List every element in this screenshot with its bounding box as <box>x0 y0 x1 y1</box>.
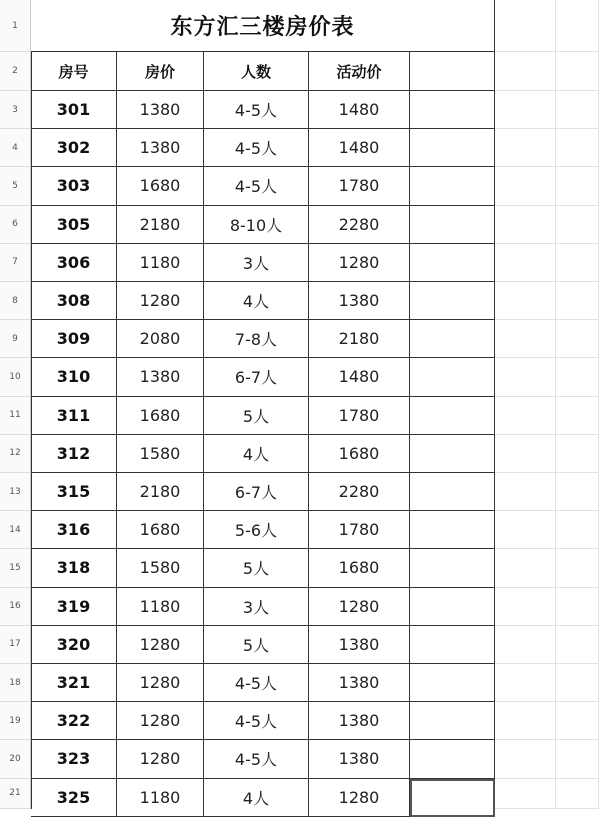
row-header[interactable]: 12 <box>0 435 31 473</box>
empty-cell[interactable] <box>556 435 599 473</box>
occupancy-cell[interactable]: 5-6人 <box>204 511 309 549</box>
price-cell[interactable]: 2080 <box>117 320 204 358</box>
room-number-cell[interactable]: 318 <box>31 549 117 587</box>
empty-cell[interactable] <box>556 702 599 740</box>
price-cell[interactable]: 1580 <box>117 435 204 473</box>
promo-price-cell[interactable]: 1280 <box>309 779 410 817</box>
empty-cell[interactable] <box>410 473 495 511</box>
row-header[interactable]: 6 <box>0 206 31 244</box>
price-cell[interactable]: 1680 <box>117 167 204 205</box>
empty-cell[interactable] <box>495 206 556 244</box>
row-header[interactable]: 9 <box>0 320 31 358</box>
price-cell[interactable]: 1380 <box>117 91 204 129</box>
empty-cell[interactable] <box>556 549 599 587</box>
empty-cell[interactable] <box>556 473 599 511</box>
price-cell[interactable]: 1180 <box>117 588 204 626</box>
row-header[interactable]: 16 <box>0 588 31 626</box>
occupancy-cell[interactable]: 4-5人 <box>204 167 309 205</box>
price-cell[interactable]: 1280 <box>117 282 204 320</box>
promo-price-cell[interactable]: 1680 <box>309 435 410 473</box>
empty-cell[interactable] <box>556 244 599 282</box>
price-cell[interactable]: 1280 <box>117 626 204 664</box>
empty-cell[interactable] <box>556 664 599 702</box>
promo-price-cell[interactable]: 2280 <box>309 473 410 511</box>
promo-price-cell[interactable]: 1780 <box>309 397 410 435</box>
occupancy-cell[interactable]: 4人 <box>204 282 309 320</box>
row-header[interactable]: 18 <box>0 664 31 702</box>
empty-cell[interactable] <box>410 740 495 778</box>
promo-price-cell[interactable]: 1280 <box>309 588 410 626</box>
occupancy-cell[interactable]: 7-8人 <box>204 320 309 358</box>
empty-cell[interactable] <box>556 206 599 244</box>
promo-price-cell[interactable]: 1380 <box>309 702 410 740</box>
row-header[interactable]: 21 <box>0 779 31 809</box>
promo-price-cell[interactable]: 1380 <box>309 664 410 702</box>
empty-cell[interactable] <box>495 52 556 91</box>
empty-cell[interactable] <box>495 0 556 52</box>
empty-cell[interactable] <box>410 358 495 396</box>
row-header[interactable]: 10 <box>0 358 31 396</box>
empty-cell[interactable] <box>556 0 599 52</box>
occupancy-cell[interactable]: 5人 <box>204 549 309 587</box>
empty-cell[interactable] <box>410 511 495 549</box>
occupancy-cell[interactable]: 4-5人 <box>204 740 309 778</box>
promo-price-cell[interactable]: 1480 <box>309 358 410 396</box>
empty-cell[interactable] <box>556 129 599 167</box>
occupancy-cell[interactable]: 4人 <box>204 435 309 473</box>
row-header[interactable]: 1 <box>0 0 31 52</box>
empty-cell[interactable] <box>410 626 495 664</box>
row-header[interactable]: 5 <box>0 167 31 205</box>
empty-cell[interactable] <box>410 244 495 282</box>
room-number-cell[interactable]: 310 <box>31 358 117 396</box>
promo-price-cell[interactable]: 1680 <box>309 549 410 587</box>
empty-cell[interactable] <box>410 282 495 320</box>
price-cell[interactable]: 1680 <box>117 511 204 549</box>
occupancy-cell[interactable]: 4-5人 <box>204 91 309 129</box>
empty-cell[interactable] <box>556 91 599 129</box>
room-number-cell[interactable]: 325 <box>31 779 117 817</box>
empty-cell[interactable] <box>495 167 556 205</box>
occupancy-cell[interactable]: 8-10人 <box>204 206 309 244</box>
empty-cell[interactable] <box>410 588 495 626</box>
room-number-cell[interactable]: 306 <box>31 244 117 282</box>
room-number-cell[interactable]: 305 <box>31 206 117 244</box>
room-number-cell[interactable]: 311 <box>31 397 117 435</box>
selected-cell[interactable] <box>410 779 495 817</box>
empty-cell[interactable] <box>556 52 599 91</box>
price-cell[interactable]: 2180 <box>117 473 204 511</box>
row-header[interactable]: 11 <box>0 397 31 435</box>
occupancy-cell[interactable]: 3人 <box>204 588 309 626</box>
promo-price-cell[interactable]: 1480 <box>309 91 410 129</box>
empty-cell[interactable] <box>410 397 495 435</box>
promo-price-cell[interactable]: 1380 <box>309 282 410 320</box>
empty-cell[interactable] <box>495 282 556 320</box>
price-cell[interactable]: 1180 <box>117 244 204 282</box>
room-number-cell[interactable]: 303 <box>31 167 117 205</box>
price-cell[interactable]: 1280 <box>117 702 204 740</box>
occupancy-cell[interactable]: 5人 <box>204 397 309 435</box>
row-header[interactable]: 14 <box>0 511 31 549</box>
row-header[interactable]: 4 <box>0 129 31 167</box>
empty-cell[interactable] <box>410 549 495 587</box>
empty-cell[interactable] <box>410 52 495 91</box>
row-header[interactable]: 15 <box>0 549 31 587</box>
empty-cell[interactable] <box>556 320 599 358</box>
sheet-title[interactable]: 东方汇三楼房价表 <box>31 0 495 52</box>
empty-cell[interactable] <box>556 626 599 664</box>
empty-cell[interactable] <box>495 129 556 167</box>
empty-cell[interactable] <box>556 397 599 435</box>
empty-cell[interactable] <box>556 740 599 778</box>
empty-cell[interactable] <box>410 664 495 702</box>
price-cell[interactable]: 1280 <box>117 740 204 778</box>
empty-cell[interactable] <box>495 397 556 435</box>
price-cell[interactable]: 2180 <box>117 206 204 244</box>
empty-cell[interactable] <box>495 435 556 473</box>
price-cell[interactable]: 1680 <box>117 397 204 435</box>
room-number-cell[interactable]: 323 <box>31 740 117 778</box>
empty-cell[interactable] <box>556 167 599 205</box>
room-number-cell[interactable]: 322 <box>31 702 117 740</box>
room-number-cell[interactable]: 302 <box>31 129 117 167</box>
table-left-border <box>31 52 32 809</box>
room-number-cell[interactable]: 319 <box>31 588 117 626</box>
room-number-cell[interactable]: 312 <box>31 435 117 473</box>
row-header[interactable]: 20 <box>0 740 31 778</box>
empty-cell[interactable] <box>495 358 556 396</box>
empty-cell[interactable] <box>556 588 599 626</box>
row-header[interactable]: 2 <box>0 52 31 91</box>
empty-cell[interactable] <box>410 435 495 473</box>
price-cell[interactable]: 1280 <box>117 664 204 702</box>
empty-cell[interactable] <box>495 626 556 664</box>
room-number-cell[interactable]: 309 <box>31 320 117 358</box>
empty-cell[interactable] <box>495 473 556 511</box>
occupancy-cell[interactable]: 5人 <box>204 626 309 664</box>
occupancy-cell[interactable]: 6-7人 <box>204 358 309 396</box>
row-header[interactable]: 13 <box>0 473 31 511</box>
row-header[interactable]: 19 <box>0 702 31 740</box>
column-header[interactable]: 房号 <box>31 52 117 91</box>
empty-cell[interactable] <box>495 244 556 282</box>
promo-price-cell[interactable]: 1780 <box>309 511 410 549</box>
empty-cell[interactable] <box>495 588 556 626</box>
empty-cell[interactable] <box>556 358 599 396</box>
row-header[interactable]: 8 <box>0 282 31 320</box>
price-cell[interactable]: 1180 <box>117 779 204 817</box>
empty-cell[interactable] <box>556 779 599 809</box>
promo-price-cell[interactable]: 2280 <box>309 206 410 244</box>
empty-cell[interactable] <box>495 91 556 129</box>
room-number-cell[interactable]: 316 <box>31 511 117 549</box>
row-header[interactable]: 3 <box>0 91 31 129</box>
promo-price-cell[interactable]: 1280 <box>309 244 410 282</box>
empty-cell[interactable] <box>495 664 556 702</box>
empty-cell[interactable] <box>495 740 556 778</box>
column-header[interactable]: 人数 <box>204 52 309 91</box>
room-number-cell[interactable]: 315 <box>31 473 117 511</box>
empty-cell[interactable] <box>410 320 495 358</box>
column-header[interactable]: 活动价 <box>309 52 410 91</box>
empty-cell[interactable] <box>495 511 556 549</box>
empty-cell[interactable] <box>410 91 495 129</box>
empty-cell[interactable] <box>410 129 495 167</box>
empty-cell[interactable] <box>410 206 495 244</box>
price-cell[interactable]: 1380 <box>117 129 204 167</box>
column-header[interactable]: 房价 <box>117 52 204 91</box>
promo-price-cell[interactable]: 1380 <box>309 626 410 664</box>
occupancy-cell[interactable]: 4-5人 <box>204 664 309 702</box>
room-number-cell[interactable]: 321 <box>31 664 117 702</box>
promo-price-cell[interactable]: 1380 <box>309 740 410 778</box>
room-number-cell[interactable]: 320 <box>31 626 117 664</box>
empty-cell[interactable] <box>410 167 495 205</box>
promo-price-cell[interactable]: 2180 <box>309 320 410 358</box>
occupancy-cell[interactable]: 6-7人 <box>204 473 309 511</box>
occupancy-cell[interactable]: 4-5人 <box>204 702 309 740</box>
price-cell[interactable]: 1380 <box>117 358 204 396</box>
occupancy-cell[interactable]: 3人 <box>204 244 309 282</box>
price-cell[interactable]: 1580 <box>117 549 204 587</box>
row-header[interactable]: 7 <box>0 244 31 282</box>
empty-cell[interactable] <box>495 779 556 809</box>
empty-cell[interactable] <box>556 511 599 549</box>
occupancy-cell[interactable]: 4-5人 <box>204 129 309 167</box>
empty-cell[interactable] <box>556 282 599 320</box>
promo-price-cell[interactable]: 1480 <box>309 129 410 167</box>
empty-cell[interactable] <box>495 320 556 358</box>
occupancy-cell[interactable]: 4人 <box>204 779 309 817</box>
room-number-cell[interactable]: 308 <box>31 282 117 320</box>
room-number-cell[interactable]: 301 <box>31 91 117 129</box>
empty-cell[interactable] <box>495 702 556 740</box>
promo-price-cell[interactable]: 1780 <box>309 167 410 205</box>
empty-cell[interactable] <box>495 549 556 587</box>
empty-cell[interactable] <box>410 702 495 740</box>
row-header[interactable]: 17 <box>0 626 31 664</box>
